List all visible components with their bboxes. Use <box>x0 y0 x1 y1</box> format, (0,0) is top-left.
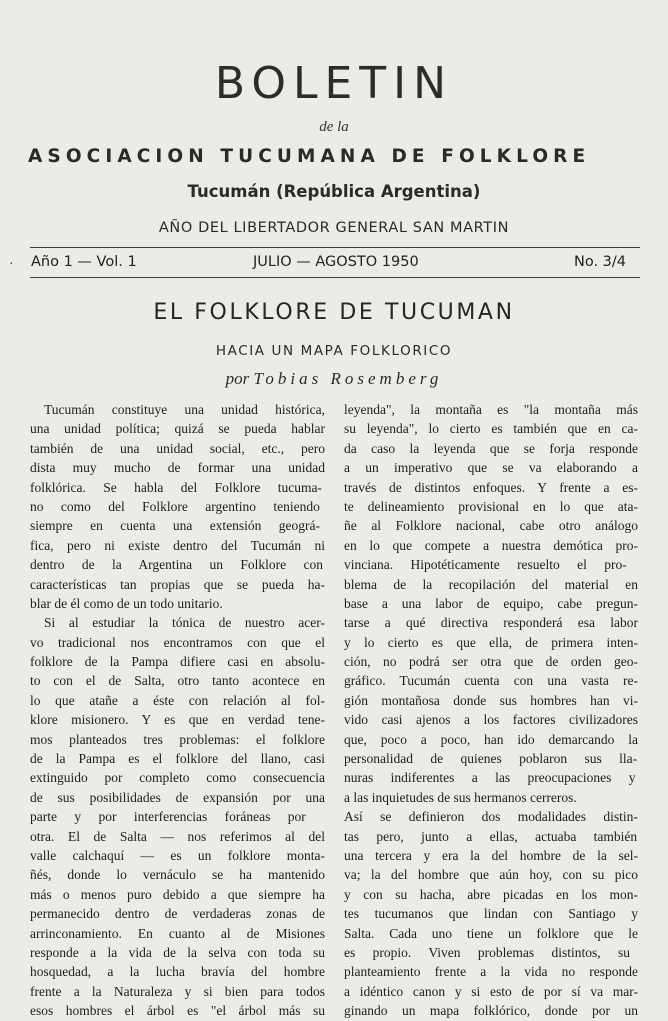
text-line: de sus posibilidades de expansión por una <box>30 789 325 805</box>
place-line: Tucumán (República Argentina) <box>187 182 481 201</box>
text-line: en lo que compete a nuestra demótica pro- <box>344 537 638 553</box>
text-line: gráfico. Tucumán cuenta con una vasta re- <box>344 673 638 689</box>
article-right-column <box>344 400 638 1021</box>
text-line: fica, pero ni existe dentro del Tucumán ni <box>30 537 325 553</box>
text-line: a un imperativo que se va elaborando a <box>344 460 638 476</box>
article-subtitle: HACIA UN MAPA FOLKLORICO <box>215 343 453 359</box>
text-line: Así se definieron dos modalidades distin- <box>344 809 638 825</box>
year-motto: AÑO DEL LIBERTADOR GENERAL SAN MARTIN <box>158 220 510 236</box>
text-line: hosquedad, a la lucha bravía del hombre <box>30 964 325 980</box>
text-line: da caso la leyenda que se forja responde <box>344 440 638 456</box>
text-line: blema de la recopilación del material en <box>344 576 638 592</box>
text-line: ñés, donde lo vernáculo se ha mantenido <box>30 867 325 883</box>
text-line: responde a la vida de la selva con toda su <box>30 944 325 960</box>
header-rule-top <box>30 247 640 248</box>
text-line: otra. El de Salta — nos referimos al del <box>30 828 325 844</box>
text-line: esos hombres el árbol es "el árbol más su <box>30 1003 325 1019</box>
text-line: ñe al Folklore nacional, cabe otro análogo <box>344 518 638 534</box>
issue-date: JULIO — AGOSTO 1950 <box>253 254 419 270</box>
text-line: Si al estudiar la tónica de nuestro acer- <box>44 615 325 631</box>
text-line: extinguido por completo como consecuencia <box>30 770 325 786</box>
text-line: blar de él como de un todo unitario. <box>30 595 223 611</box>
text-line: su leyenda", lo cierto es también que en ca- <box>344 421 638 437</box>
text-line: folklórica. Se habla del Folklore tucuma- <box>30 479 322 495</box>
issue-volume: Año 1 — Vol. 1 <box>31 254 137 270</box>
text-line: Tucumán constituye una unidad histórica, <box>44 402 325 417</box>
byline-author: Tobias Rosemberg <box>253 369 443 388</box>
margin-mark: · <box>9 257 14 272</box>
text-line: mos planteados tres problemas: el folklore <box>30 731 325 747</box>
text-line: características tan propias que se pueda ha- <box>30 576 325 592</box>
text-line: a las inquietudes de sus hermanos cerreros. <box>344 789 577 805</box>
text-line: que, poco a poco, han ido demarcando la <box>344 731 638 747</box>
text-line: de la Pampa es el folklore del llano, casi <box>30 751 325 767</box>
article-left-column <box>30 400 325 1021</box>
text-line: través de distintos enfoques. Y frente a es- <box>344 479 638 495</box>
text-line: va; la del hombre que aún hoy, con su pico <box>344 867 638 883</box>
text-line: siempre en cuenta una extensión geográ- <box>30 518 321 534</box>
text-line: planteamiento frente a la vida no responde <box>344 964 638 980</box>
text-line: y lo cierto es que ella, de primera inten- <box>344 634 638 650</box>
text-line: es propio. Viven problemas distintos, su <box>344 944 631 960</box>
text-line: también de una unidad social, etc., pero <box>30 440 325 456</box>
text-line: no como del Folklore argentino teniendo <box>30 498 320 514</box>
text-line: klore misionero. Y es que en verdad tene- <box>30 712 325 728</box>
association-name: ASOCIACION TUCUMANA DE FOLKLORE <box>28 146 591 167</box>
text-line: lo que atañe a éste con relación al fol- <box>30 692 325 708</box>
text-line: frente a la Naturaleza y si bien para todos <box>30 983 325 999</box>
text-line: ginando un mapa folklórico, donde por un <box>344 1003 638 1019</box>
text-line: te delineamiento provisional en lo que ata- <box>344 498 638 514</box>
text-line: folklore de la Pampa difiere casi en absolu- <box>30 654 325 670</box>
text-line: una unidad política; quizá se pueda hablar <box>30 421 325 437</box>
text-line: dista muy mucho de formar una unidad <box>30 460 325 476</box>
article-title: EL FOLKLORE DE TUCUMAN <box>153 300 515 325</box>
text-line: vinciana. Hipotéticamente resuelto el pro- <box>344 557 627 573</box>
bulletin-title: BOLETIN <box>214 58 454 109</box>
text-line: gión montañosa donde sus hombres han vi- <box>344 692 638 708</box>
text-line: a idéntico canon y si esto de por sí va mar- <box>344 983 638 999</box>
text-line: Salta. Cada uno tiene un folklore que le <box>344 925 638 941</box>
issue-number: No. 3/4 <box>574 254 627 270</box>
text-line: tarse a qué directiva responderá esa labor <box>344 615 638 631</box>
text-line: una tercera y era la del hombre de la sel- <box>344 847 638 863</box>
text-line: tas pero, junto a ellas, actuaba también <box>344 828 638 844</box>
text-line: dentro de la Argentina un Folklore con <box>30 557 323 573</box>
text-line: nuras indiferentes a las preocupaciones y <box>344 770 636 786</box>
text-line: to con el de Salta, otro tanto acontece en <box>30 673 325 689</box>
text-line: permanecido dentro de verdaderas zonas de <box>30 906 325 922</box>
text-line: base a una labor de equipo, cabe pregun- <box>344 595 638 611</box>
text-line: leyenda", la montaña es "la montaña más <box>344 402 638 417</box>
text-line: más o menos puro debido a que siempre ha <box>30 886 325 902</box>
text-line: parte y por interferencias foráneas por <box>30 809 306 825</box>
text-line: personalidad de quienes poblaron sus lla- <box>344 751 638 767</box>
article-byline <box>0 369 668 389</box>
text-line: vo tradicional nos encontramos con que el <box>30 634 325 650</box>
text-line: y con su hacha, abre picadas en los mon- <box>344 886 638 902</box>
text-line: vido casi ajenos a los factores civilizadores <box>344 712 638 728</box>
masthead-connector: de la <box>319 119 349 135</box>
header-rule-bottom <box>30 277 640 278</box>
byline-por: por <box>225 369 250 388</box>
text-line: arrinconamiento. En cuanto al de Misiones <box>30 925 325 941</box>
text-line: valle calchaquí — es un folklore monta- <box>30 847 325 863</box>
text-line: ción, no podrá ser otra que de orden geo- <box>344 654 638 670</box>
text-line: tes tucumanos que lindan con Santiago y <box>344 906 638 922</box>
